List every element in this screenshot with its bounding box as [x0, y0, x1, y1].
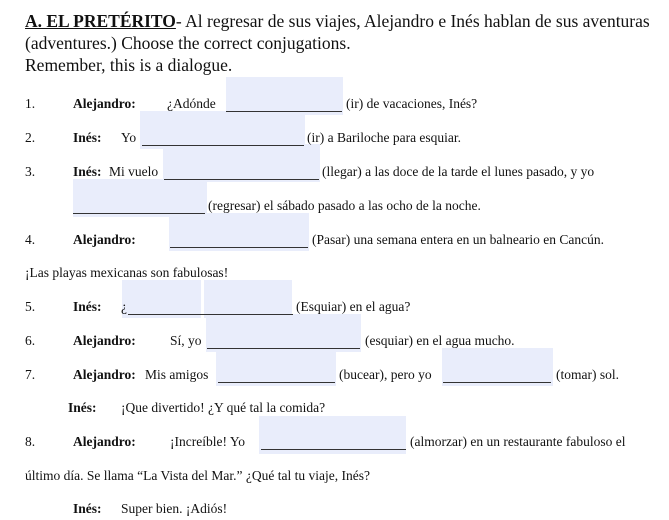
- item-3: [25, 163, 595, 181]
- item-4: [25, 231, 604, 249]
- item-number: 1.: [25, 96, 36, 111]
- blank-3b: [73, 200, 205, 214]
- prompt-text: (esquiar) en el agua mucho.: [365, 333, 515, 348]
- prompt-text: (ir) a Bariloche para esquiar.: [307, 130, 462, 145]
- speaker: Inés:: [73, 130, 102, 145]
- speaker: Alejandro:: [73, 367, 136, 382]
- ines-response: [68, 399, 326, 417]
- speaker: Inés:: [68, 400, 97, 415]
- item-number: 7.: [25, 367, 36, 382]
- prompt-text: (bucear), pero yo: [339, 367, 432, 382]
- item-6: [25, 332, 515, 350]
- item-8: [25, 433, 626, 451]
- prompt-text: ¡Las playas mexicanas son fabulosas!: [25, 265, 229, 280]
- prompt-text: ¿: [121, 299, 127, 314]
- exercise-header: [25, 10, 665, 76]
- prompt-text: (Pasar) una semana entera en un balneario en Cancún.: [312, 232, 604, 247]
- item-number: 5.: [25, 299, 36, 314]
- speaker: Inés:: [73, 501, 102, 516]
- item-5: [25, 298, 411, 316]
- speaker: Alejandro:: [73, 232, 136, 247]
- blank-1: [226, 98, 342, 112]
- prompt-text: Yo: [121, 130, 137, 145]
- prompt-text: Mi vuelo: [109, 164, 159, 179]
- item-4-continuation: [25, 264, 228, 282]
- prompt-text: Mis amigos: [145, 367, 209, 382]
- blank-2: [142, 132, 304, 146]
- item-number: 3.: [25, 164, 36, 179]
- item-7: [25, 366, 619, 384]
- prompt-text: último día. Se llama “La Vista del Mar.” ¿Qué tal tu viaje, Inés?: [25, 468, 370, 483]
- prompt-text: ¡Increíble! Yo: [170, 434, 245, 449]
- item-number: 2.: [25, 130, 36, 145]
- prompt-text: (almorzar) en un restaurante fabuloso el: [410, 434, 626, 449]
- exercise-instructions: - Al regresar de sus viajes, Alejandro e Inés hablan de sus aventuras (adventures.) Choose the correct conjugations.: [25, 11, 650, 53]
- speaker: Alejandro:: [73, 333, 136, 348]
- blank-6: [207, 335, 360, 349]
- exercise-title: A. EL PRETÉRITO: [25, 11, 176, 31]
- prompt-text: Sí, yo: [170, 333, 202, 348]
- prompt-text: (Esquiar) en el agua?: [296, 299, 411, 314]
- prompt-text: ¡Que divertido! ¿Y qué tal la comida?: [121, 400, 326, 415]
- item-2: [25, 129, 462, 147]
- item-8-continuation: [25, 467, 370, 485]
- prompt-text: (regresar) el sábado pasado a las ocho de la noche.: [208, 198, 481, 213]
- blank-3a: [164, 166, 319, 180]
- blank-4: [170, 234, 308, 248]
- item-number: 8.: [25, 434, 36, 449]
- blank-7b: [443, 369, 551, 383]
- blank-8: [261, 436, 406, 450]
- speaker: Alejandro:: [73, 434, 136, 449]
- prompt-text: ¿Adónde: [167, 96, 216, 111]
- ines-goodbye: [73, 500, 228, 518]
- speaker: Alejandro:: [73, 96, 136, 111]
- prompt-text: (tomar) sol.: [556, 367, 619, 382]
- speaker: Inés:: [73, 299, 102, 314]
- speaker: Inés:: [73, 164, 102, 179]
- prompt-text: (llegar) a las doce de la tarde el lunes pasado, y yo: [322, 164, 595, 179]
- item-1: [25, 95, 478, 113]
- prompt-text: (ir) de vacaciones, Inés?: [346, 96, 478, 111]
- exercise-reminder: Remember, this is a dialogue.: [25, 55, 233, 75]
- item-number: 4.: [25, 232, 36, 247]
- prompt-text: Super bien. ¡Adiós!: [121, 501, 228, 516]
- blank-5: [128, 301, 293, 315]
- blank-7a: [218, 369, 335, 383]
- item-number: 6.: [25, 333, 36, 348]
